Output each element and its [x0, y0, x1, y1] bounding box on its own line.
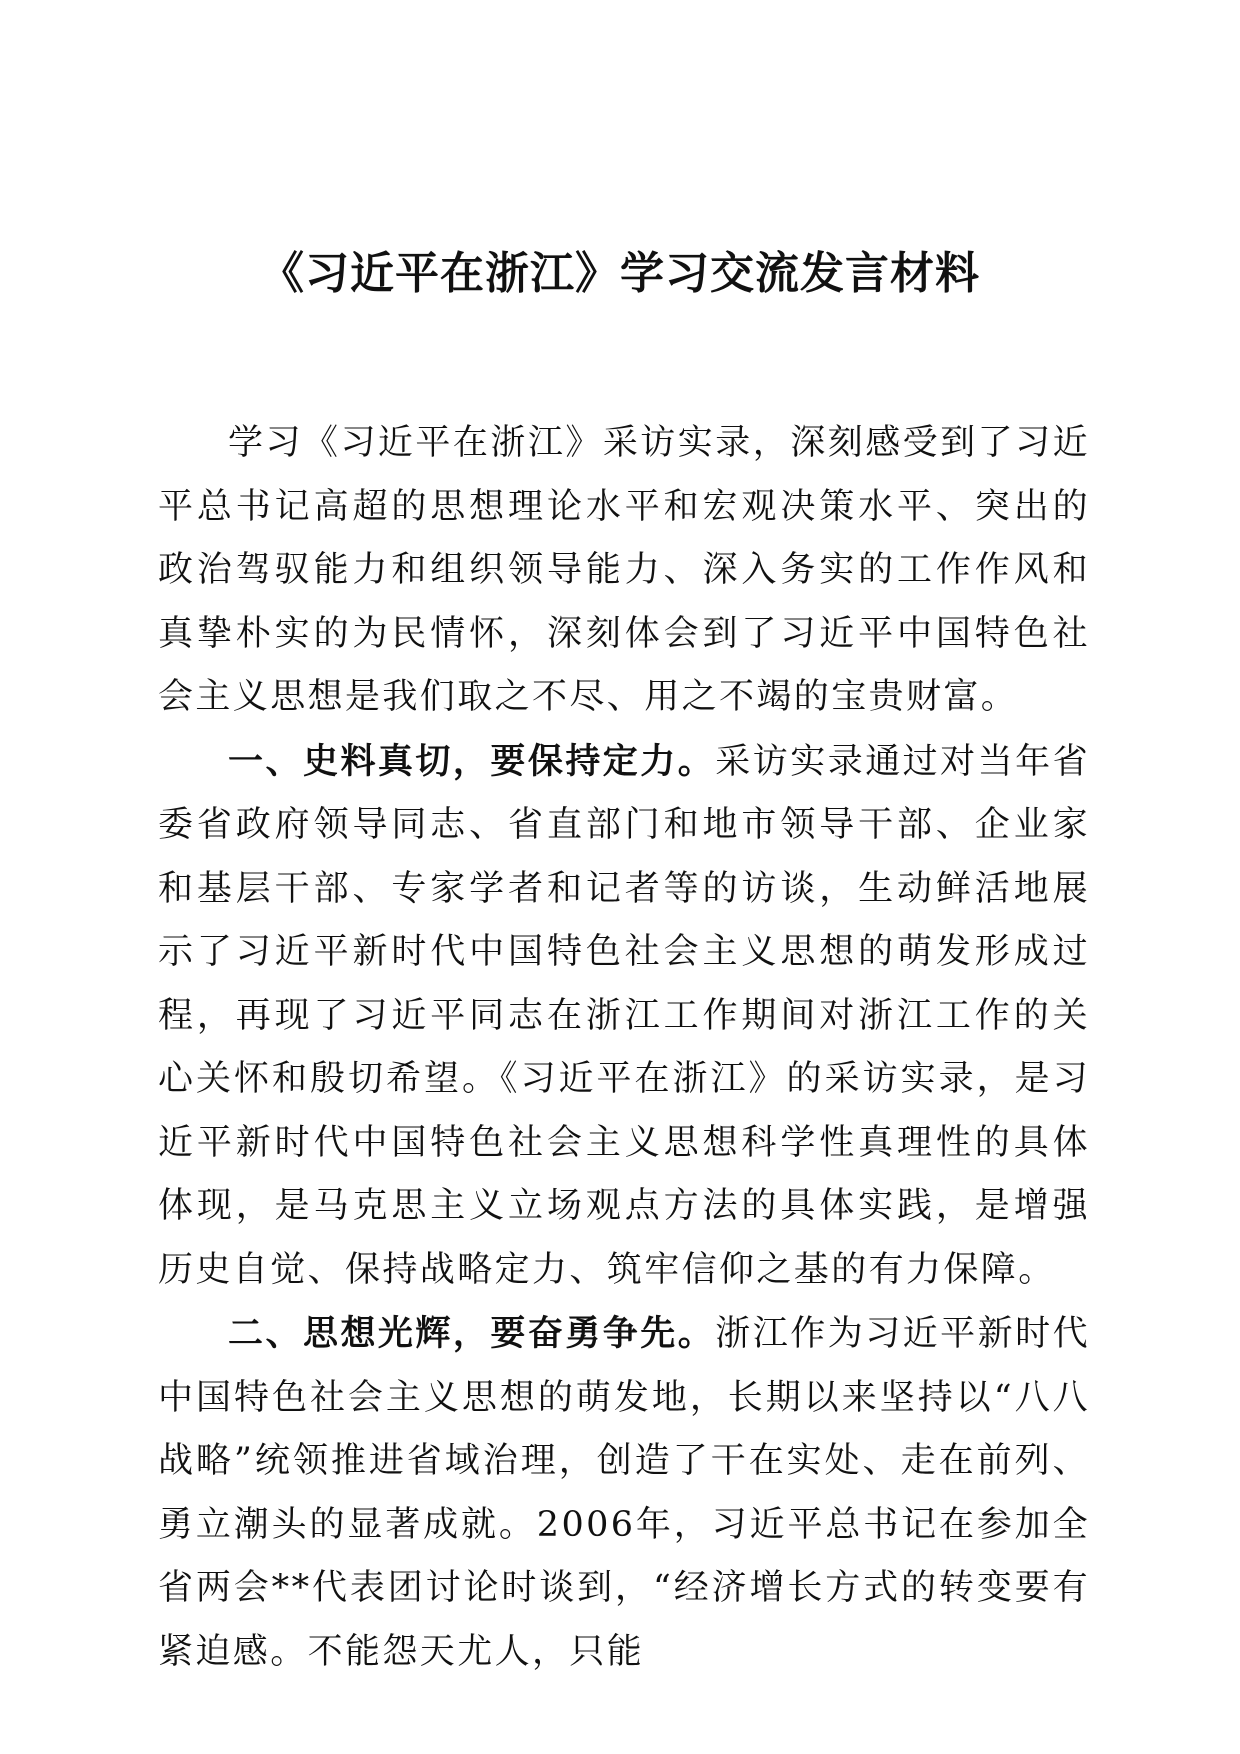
section-text-1: 采访实录通过对当年省委省政府领导同志、省直部门和地市领导干部、企业家和基层干部、专家学者和记者等的访谈，生动鲜活地展示了习近平新时代中国特色社会主义思想的萌发形成过程，再现了习近平同志在浙江工作期间对浙江工作的关心关怀和殷切希望。《习近平在浙江》的采访实录，是习近平新时代中国特色社会主义思想科学性真理性的具体体现，是马克思主义立场观点方法的具体实践，是增强历史自觉、保持战略定力、筑牢信仰之基的有力保障。: [158, 741, 1090, 1290]
section-text-2: 浙江作为习近平新时代中国特色社会主义思想的萌发地，长期以来坚持以“八八战略”统领推进省域治理，创造了干在实处、走在前列、勇立潮头的显著成就。2006年，习近平总书记在参加全省两会**代表团讨论时谈到，“经济增长方式的转变要有紧迫感。不能怨天尤人，只能: [158, 1314, 1090, 1672]
intro-paragraph: 学习《习近平在浙江》采访实录，深刻感受到了习近平总书记高超的思想理论水平和宏观决策水平、突出的政治驾驭能力和组织领导能力、深入务实的工作作风和真挚朴实的为民情怀，深刻体会到了习近平中国特色社会主义思想是我们取之不尽、用之不竭的宝贵财富。: [158, 423, 1090, 717]
section-paragraph-2: [158, 1302, 1090, 1684]
section-paragraph-1: [158, 730, 1090, 1303]
section-heading-2: 二、思想光辉，要奋勇争先。: [228, 1313, 716, 1354]
document-body: [158, 412, 1090, 1684]
section-heading-1: 一、史料真切，要保持定力。: [228, 740, 716, 782]
document-title: 《习近平在浙江》学习交流发言材料: [260, 248, 980, 299]
